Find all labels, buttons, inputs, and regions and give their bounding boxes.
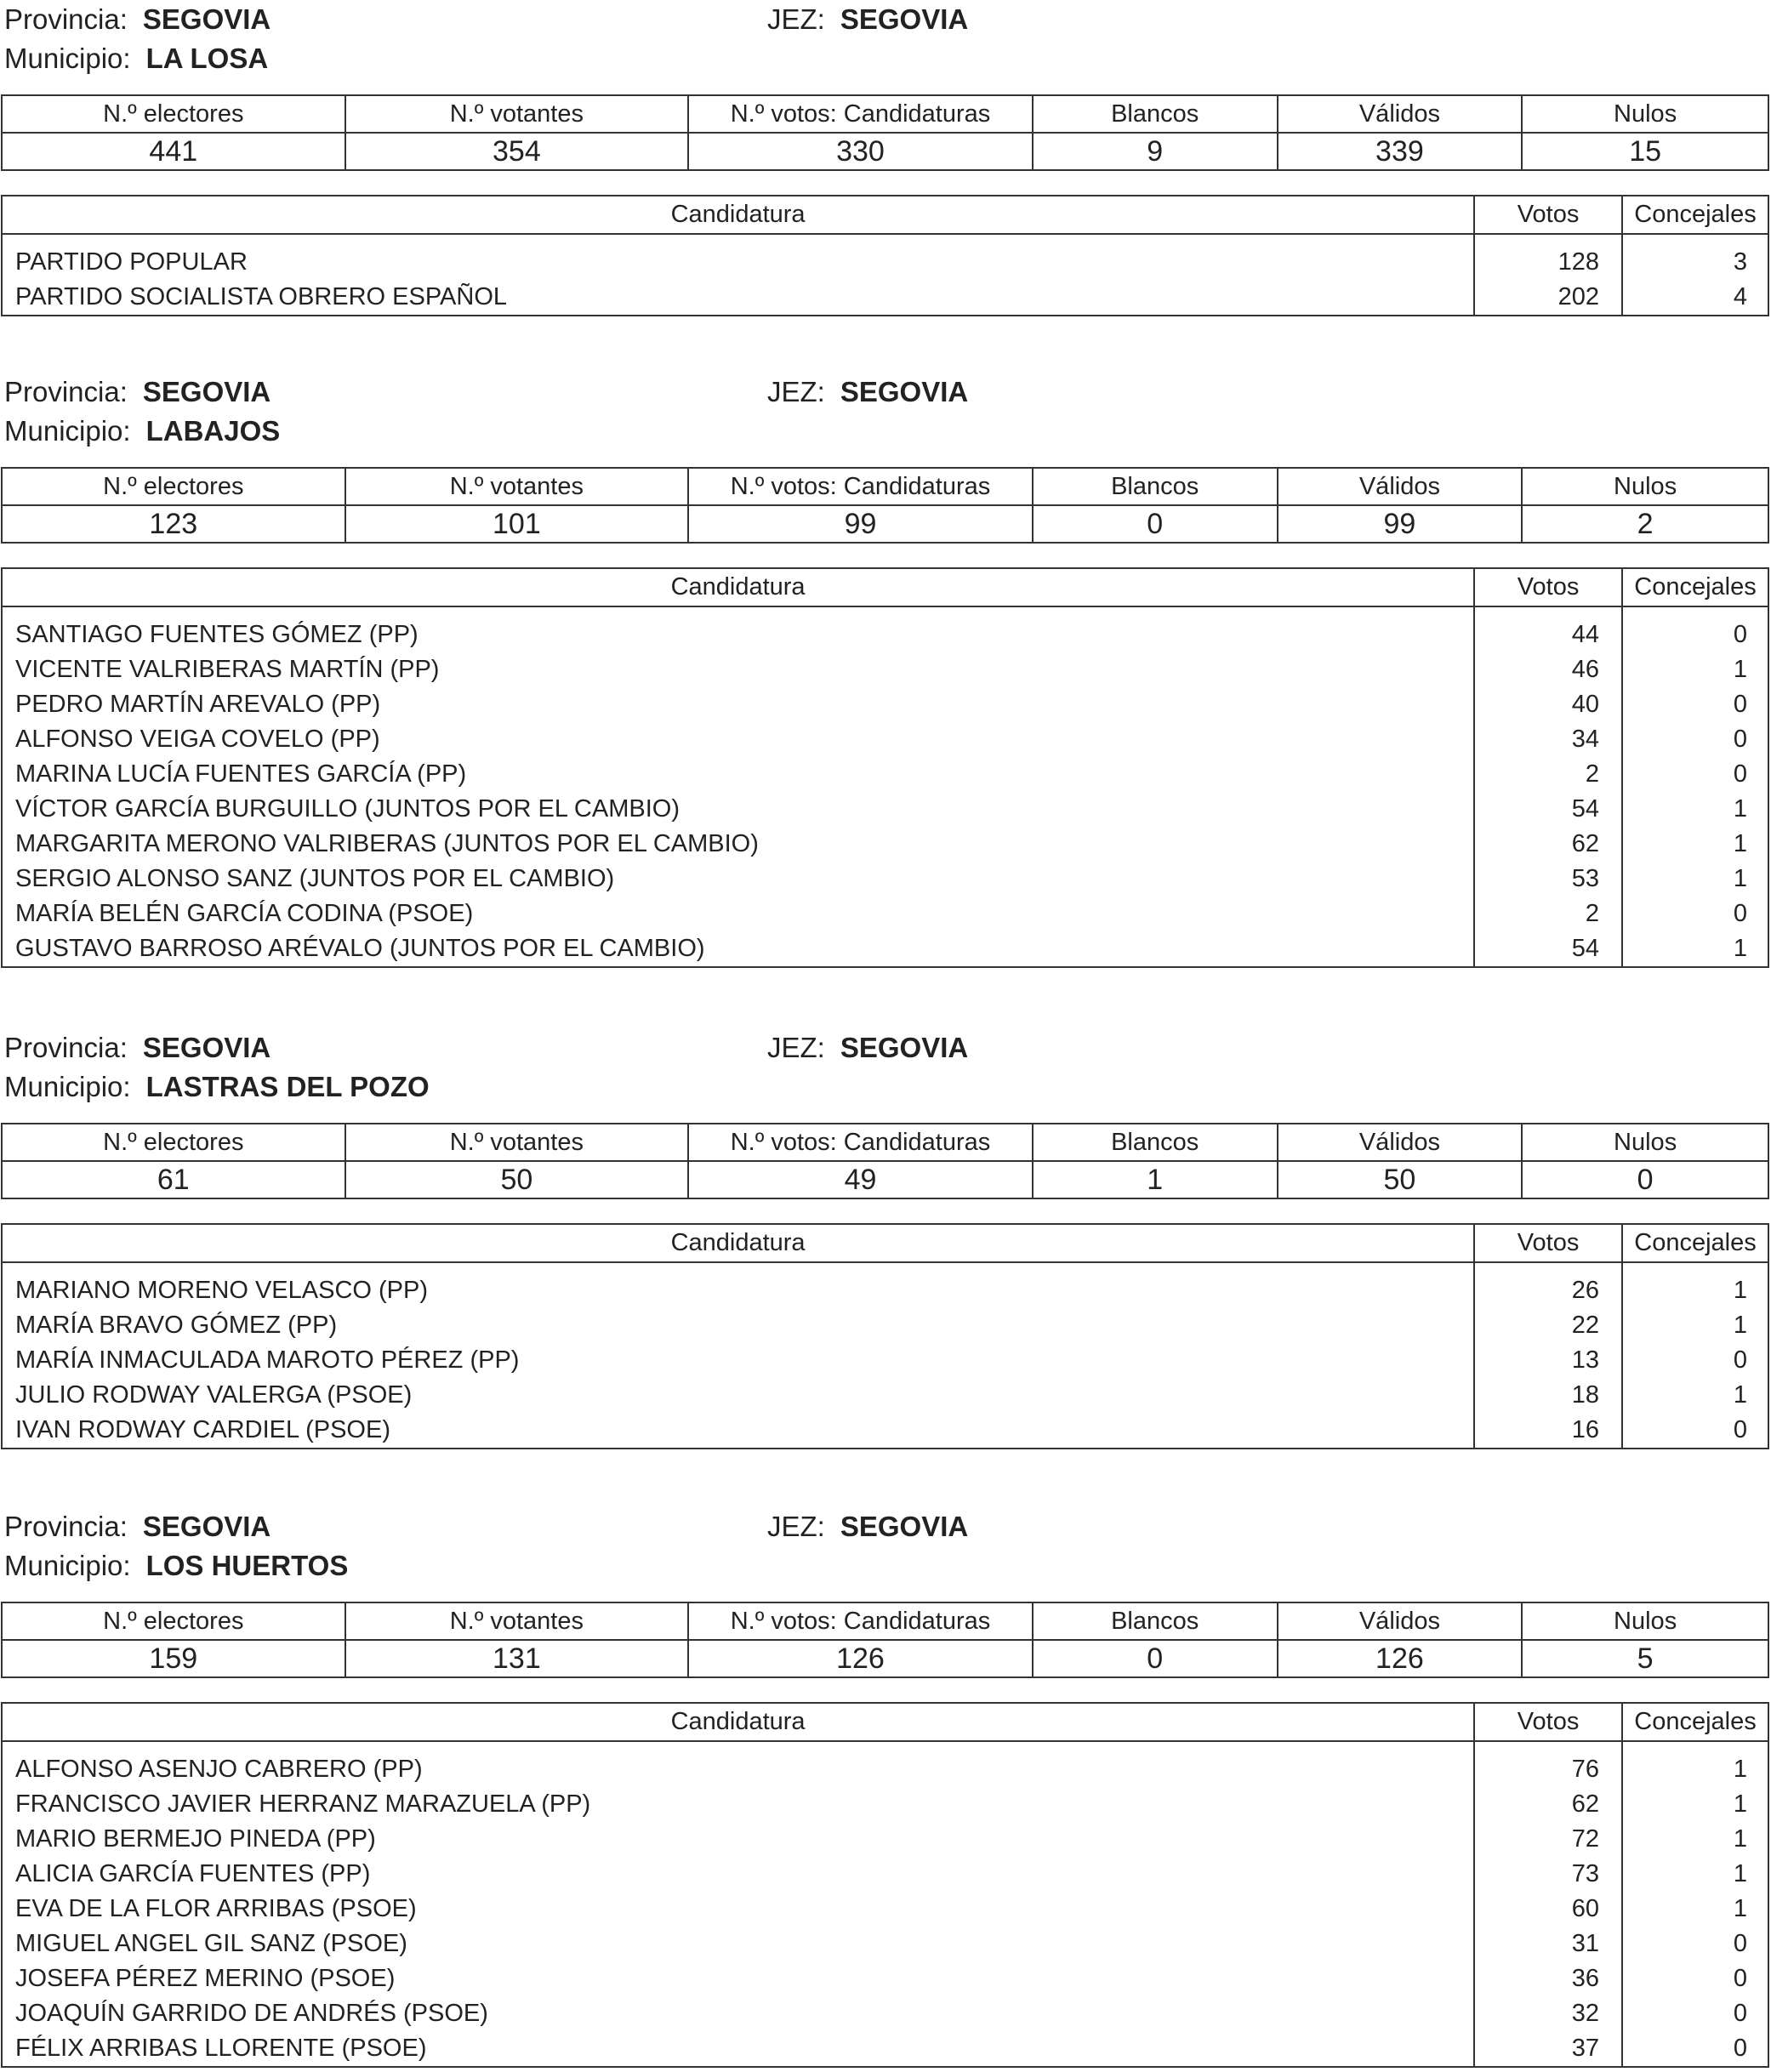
candidatura-concejales: 4 [1622,280,1768,316]
candidaturas-table [1,195,1769,316]
provincia-value: SEGOVIA [142,3,271,35]
provincia-label: Provincia: [4,1511,128,1542]
candidatura-nombre: MARÍA BRAVO GÓMEZ (PP) [2,1308,1474,1343]
candidatura-concejales: 1 [1622,652,1768,687]
table-row [2,1822,1768,1857]
municipio-label: Municipio: [4,1071,131,1102]
candidatura-nombre: MARINA LUCÍA FUENTES GARCÍA (PP) [2,757,1474,792]
jez-line [767,373,968,412]
table-row [2,1343,1768,1378]
candidatura-header: Candidatura [2,1224,1474,1262]
stats-value-nulos: 2 [1522,505,1768,543]
stats-value-blancos: 0 [1033,505,1278,543]
candidatura-votos: 53 [1474,862,1622,897]
candidaturas-header-row [2,1224,1768,1262]
stats-value-electores: 159 [2,1640,345,1677]
table-row [2,2031,1768,2067]
candidatura-votos: 13 [1474,1343,1622,1378]
candidatura-concejales: 1 [1622,792,1768,827]
municipio-line [4,1067,430,1107]
stats-value-electores: 61 [2,1161,345,1198]
candidatura-votos: 54 [1474,792,1622,827]
provincia-label: Provincia: [4,3,128,35]
stats-header-votos_cand: N.º votos: Candidaturas [688,1124,1033,1161]
candidatura-nombre: MARÍA INMACULADA MAROTO PÉREZ (PP) [2,1343,1474,1378]
stats-header-blancos: Blancos [1033,1124,1278,1161]
table-row [2,687,1768,722]
candidatura-concejales: 1 [1622,1857,1768,1892]
candidatura-nombre: PEDRO MARTÍN AREVALO (PP) [2,687,1474,722]
votos-header: Votos [1474,196,1622,234]
stats-table [1,94,1769,171]
stats-header-electores: N.º electores [2,1602,345,1640]
stats-header-votantes: N.º votantes [345,1602,689,1640]
municipio-value: LASTRAS DEL POZO [145,1071,430,1102]
candidatura-nombre: JOSEFA PÉREZ MERINO (PSOE) [2,1961,1474,1996]
stats-value-validos: 50 [1278,1161,1523,1198]
stats-value-validos: 339 [1278,133,1523,170]
candidatura-nombre: ALFONSO VEIGA COVELO (PP) [2,722,1474,757]
candidatura-nombre: JOAQUÍN GARRIDO DE ANDRÉS (PSOE) [2,1996,1474,2031]
municipio-line [4,39,268,78]
candidatura-concejales: 3 [1622,234,1768,280]
stats-header-votantes: N.º votantes [345,468,689,505]
stats-header-nulos: Nulos [1522,1602,1768,1640]
stats-value-votantes: 354 [345,133,689,170]
stats-value-nulos: 15 [1522,133,1768,170]
stats-value-blancos: 9 [1033,133,1278,170]
candidatura-votos: 2 [1474,897,1622,931]
candidatura-votos: 72 [1474,1822,1622,1857]
jez-value: SEGOVIA [840,1511,969,1542]
table-row [2,1787,1768,1822]
stats-header-nulos: Nulos [1522,95,1768,133]
table-row [2,280,1768,316]
candidatura-votos: 128 [1474,234,1622,280]
table-row [2,931,1768,967]
municipio-label: Municipio: [4,43,131,74]
candidatura-concejales: 0 [1622,606,1768,652]
votos-header: Votos [1474,1224,1622,1262]
provincia-value: SEGOVIA [142,1032,271,1063]
provincia-line [4,373,270,412]
candidatura-concejales: 0 [1622,897,1768,931]
candidatura-nombre: MARGARITA MERONO VALRIBERAS (JUNTOS POR EL CAMBIO) [2,827,1474,862]
jez-value: SEGOVIA [840,376,969,407]
candidatura-concejales: 1 [1622,862,1768,897]
stats-header-votantes: N.º votantes [345,95,689,133]
jez-value: SEGOVIA [840,3,969,35]
stats-header-validos: Válidos [1278,1124,1523,1161]
candidatura-concejales: 1 [1622,827,1768,862]
jez-label: JEZ: [767,376,825,407]
stats-header-votos_cand: N.º votos: Candidaturas [688,1602,1033,1640]
jez-label: JEZ: [767,1032,825,1063]
table-row [2,1996,1768,2031]
candidatura-votos: 31 [1474,1927,1622,1961]
candidaturas-table [1,1223,1769,1449]
stats-header-validos: Válidos [1278,1602,1523,1640]
candidatura-votos: 73 [1474,1857,1622,1892]
candidaturas-header-row [2,1703,1768,1741]
municipio-label: Municipio: [4,415,131,447]
municipio-line [4,1546,348,1585]
stats-values-row [2,1161,1768,1198]
candidatura-votos: 36 [1474,1961,1622,1996]
table-row [2,652,1768,687]
stats-header-row [2,95,1768,133]
municipio-value: LA LOSA [145,43,269,74]
candidatura-votos: 54 [1474,931,1622,967]
stats-header-row [2,468,1768,505]
jez-line [767,0,968,39]
table-row [2,1741,1768,1787]
candidatura-concejales: 1 [1622,1787,1768,1822]
municipio-header [0,1507,1771,1592]
candidatura-nombre: JULIO RODWAY VALERGA (PSOE) [2,1378,1474,1413]
stats-table [1,467,1769,544]
votos-header: Votos [1474,568,1622,606]
concejales-header: Concejales [1622,1703,1768,1741]
stats-header-validos: Válidos [1278,468,1523,505]
candidatura-votos: 62 [1474,827,1622,862]
candidatura-nombre: ALICIA GARCÍA FUENTES (PP) [2,1857,1474,1892]
jez-value: SEGOVIA [840,1032,969,1063]
table-row [2,862,1768,897]
candidatura-votos: 37 [1474,2031,1622,2067]
table-row [2,606,1768,652]
candidatura-votos: 202 [1474,280,1622,316]
candidatura-nombre: MARIO BERMEJO PINEDA (PP) [2,1822,1474,1857]
stats-header-blancos: Blancos [1033,95,1278,133]
candidatura-nombre: IVAN RODWAY CARDIEL (PSOE) [2,1413,1474,1449]
table-row [2,1413,1768,1449]
jez-label: JEZ: [767,3,825,35]
candidatura-nombre: VICENTE VALRIBERAS MARTÍN (PP) [2,652,1474,687]
candidaturas-header-row [2,196,1768,234]
candidatura-votos: 26 [1474,1262,1622,1308]
stats-values-row [2,133,1768,170]
candidatura-concejales: 0 [1622,1927,1768,1961]
table-row [2,792,1768,827]
stats-value-votantes: 131 [345,1640,689,1677]
concejales-header: Concejales [1622,196,1768,234]
stats-value-votantes: 101 [345,505,689,543]
table-row [2,234,1768,280]
candidatura-concejales: 1 [1622,1892,1768,1927]
candidatura-concejales: 1 [1622,931,1768,967]
candidatura-header: Candidatura [2,568,1474,606]
stats-value-votos_cand: 49 [688,1161,1033,1198]
stats-value-validos: 99 [1278,505,1523,543]
candidatura-nombre: GUSTAVO BARROSO ARÉVALO (JUNTOS POR EL CAMBIO) [2,931,1474,967]
candidatura-concejales: 0 [1622,1413,1768,1449]
provincia-line [4,0,270,39]
stats-header-electores: N.º electores [2,1124,345,1161]
candidatura-nombre: MARÍA BELÉN GARCÍA CODINA (PSOE) [2,897,1474,931]
stats-values-row [2,505,1768,543]
stats-header-validos: Válidos [1278,95,1523,133]
jez-label: JEZ: [767,1511,825,1542]
stats-header-nulos: Nulos [1522,468,1768,505]
table-row [2,1892,1768,1927]
stats-table [1,1123,1769,1199]
table-row [2,1308,1768,1343]
candidatura-votos: 2 [1474,757,1622,792]
candidatura-nombre: PARTIDO SOCIALISTA OBRERO ESPAÑOL [2,280,1474,316]
stats-header-electores: N.º electores [2,95,345,133]
municipio-value: LABAJOS [145,415,281,447]
stats-value-blancos: 0 [1033,1640,1278,1677]
provincia-line [4,1507,270,1546]
table-row [2,827,1768,862]
stats-value-votos_cand: 126 [688,1640,1033,1677]
candidatura-concejales: 1 [1622,1262,1768,1308]
table-row [2,1378,1768,1413]
candidatura-votos: 40 [1474,687,1622,722]
stats-value-nulos: 5 [1522,1640,1768,1677]
table-row [2,1961,1768,1996]
candidatura-header: Candidatura [2,1703,1474,1741]
stats-header-votos_cand: N.º votos: Candidaturas [688,468,1033,505]
stats-value-votos_cand: 330 [688,133,1033,170]
stats-value-electores: 441 [2,133,345,170]
candidatura-nombre: ALFONSO ASENJO CABRERO (PP) [2,1741,1474,1787]
stats-value-validos: 126 [1278,1640,1523,1677]
candidatura-votos: 76 [1474,1741,1622,1787]
candidatura-concejales: 0 [1622,687,1768,722]
provincia-value: SEGOVIA [142,376,271,407]
table-row [2,1927,1768,1961]
municipio-header [0,373,1771,458]
candidatura-votos: 22 [1474,1308,1622,1343]
candidatura-nombre: SERGIO ALONSO SANZ (JUNTOS POR EL CAMBIO) [2,862,1474,897]
candidatura-votos: 16 [1474,1413,1622,1449]
votos-header: Votos [1474,1703,1622,1741]
candidatura-nombre: FRANCISCO JAVIER HERRANZ MARAZUELA (PP) [2,1787,1474,1822]
table-row [2,722,1768,757]
municipio-label: Municipio: [4,1550,131,1581]
candidatura-nombre: VÍCTOR GARCÍA BURGUILLO (JUNTOS POR EL CAMBIO) [2,792,1474,827]
candidatura-nombre: SANTIAGO FUENTES GÓMEZ (PP) [2,606,1474,652]
candidatura-nombre: FÉLIX ARRIBAS LLORENTE (PSOE) [2,2031,1474,2067]
stats-header-electores: N.º electores [2,468,345,505]
municipio-value: LOS HUERTOS [145,1550,349,1581]
candidatura-votos: 60 [1474,1892,1622,1927]
candidatura-nombre: EVA DE LA FLOR ARRIBAS (PSOE) [2,1892,1474,1927]
table-row [2,1857,1768,1892]
candidatura-concejales: 1 [1622,1741,1768,1787]
candidatura-votos: 62 [1474,1787,1622,1822]
table-row [2,897,1768,931]
candidatura-nombre: MIGUEL ANGEL GIL SANZ (PSOE) [2,1927,1474,1961]
stats-header-row [2,1602,1768,1640]
candidatura-votos: 46 [1474,652,1622,687]
stats-value-votantes: 50 [345,1161,689,1198]
concejales-header: Concejales [1622,1224,1768,1262]
candidatura-concejales: 0 [1622,1343,1768,1378]
stats-header-nulos: Nulos [1522,1124,1768,1161]
stats-header-blancos: Blancos [1033,1602,1278,1640]
stats-value-votos_cand: 99 [688,505,1033,543]
candidaturas-table [1,567,1769,968]
table-row [2,757,1768,792]
candidatura-concejales: 1 [1622,1308,1768,1343]
stats-header-votos_cand: N.º votos: Candidaturas [688,95,1033,133]
municipio-header [0,1028,1771,1113]
provincia-value: SEGOVIA [142,1511,271,1542]
stats-value-nulos: 0 [1522,1161,1768,1198]
municipio-line [4,412,280,451]
candidatura-votos: 32 [1474,1996,1622,2031]
candidatura-concejales: 0 [1622,1996,1768,2031]
stats-values-row [2,1640,1768,1677]
candidaturas-header-row [2,568,1768,606]
provincia-label: Provincia: [4,376,128,407]
jez-line [767,1507,968,1546]
candidatura-concejales: 0 [1622,1961,1768,1996]
candidatura-concejales: 1 [1622,1378,1768,1413]
stats-header-votantes: N.º votantes [345,1124,689,1161]
candidatura-votos: 34 [1474,722,1622,757]
candidatura-votos: 44 [1474,606,1622,652]
candidatura-nombre: PARTIDO POPULAR [2,234,1474,280]
candidatura-concejales: 0 [1622,722,1768,757]
concejales-header: Concejales [1622,568,1768,606]
stats-value-blancos: 1 [1033,1161,1278,1198]
stats-table [1,1602,1769,1678]
provincia-label: Provincia: [4,1032,128,1063]
stats-value-electores: 123 [2,505,345,543]
candidatura-nombre: MARIANO MORENO VELASCO (PP) [2,1262,1474,1308]
candidatura-header: Candidatura [2,196,1474,234]
candidatura-concejales: 1 [1622,1822,1768,1857]
candidaturas-table [1,1702,1769,2068]
candidatura-votos: 18 [1474,1378,1622,1413]
municipio-header [0,0,1771,85]
provincia-line [4,1028,270,1067]
jez-line [767,1028,968,1067]
candidatura-concejales: 0 [1622,757,1768,792]
table-row [2,1262,1768,1308]
candidatura-concejales: 0 [1622,2031,1768,2067]
stats-header-blancos: Blancos [1033,468,1278,505]
stats-header-row [2,1124,1768,1161]
